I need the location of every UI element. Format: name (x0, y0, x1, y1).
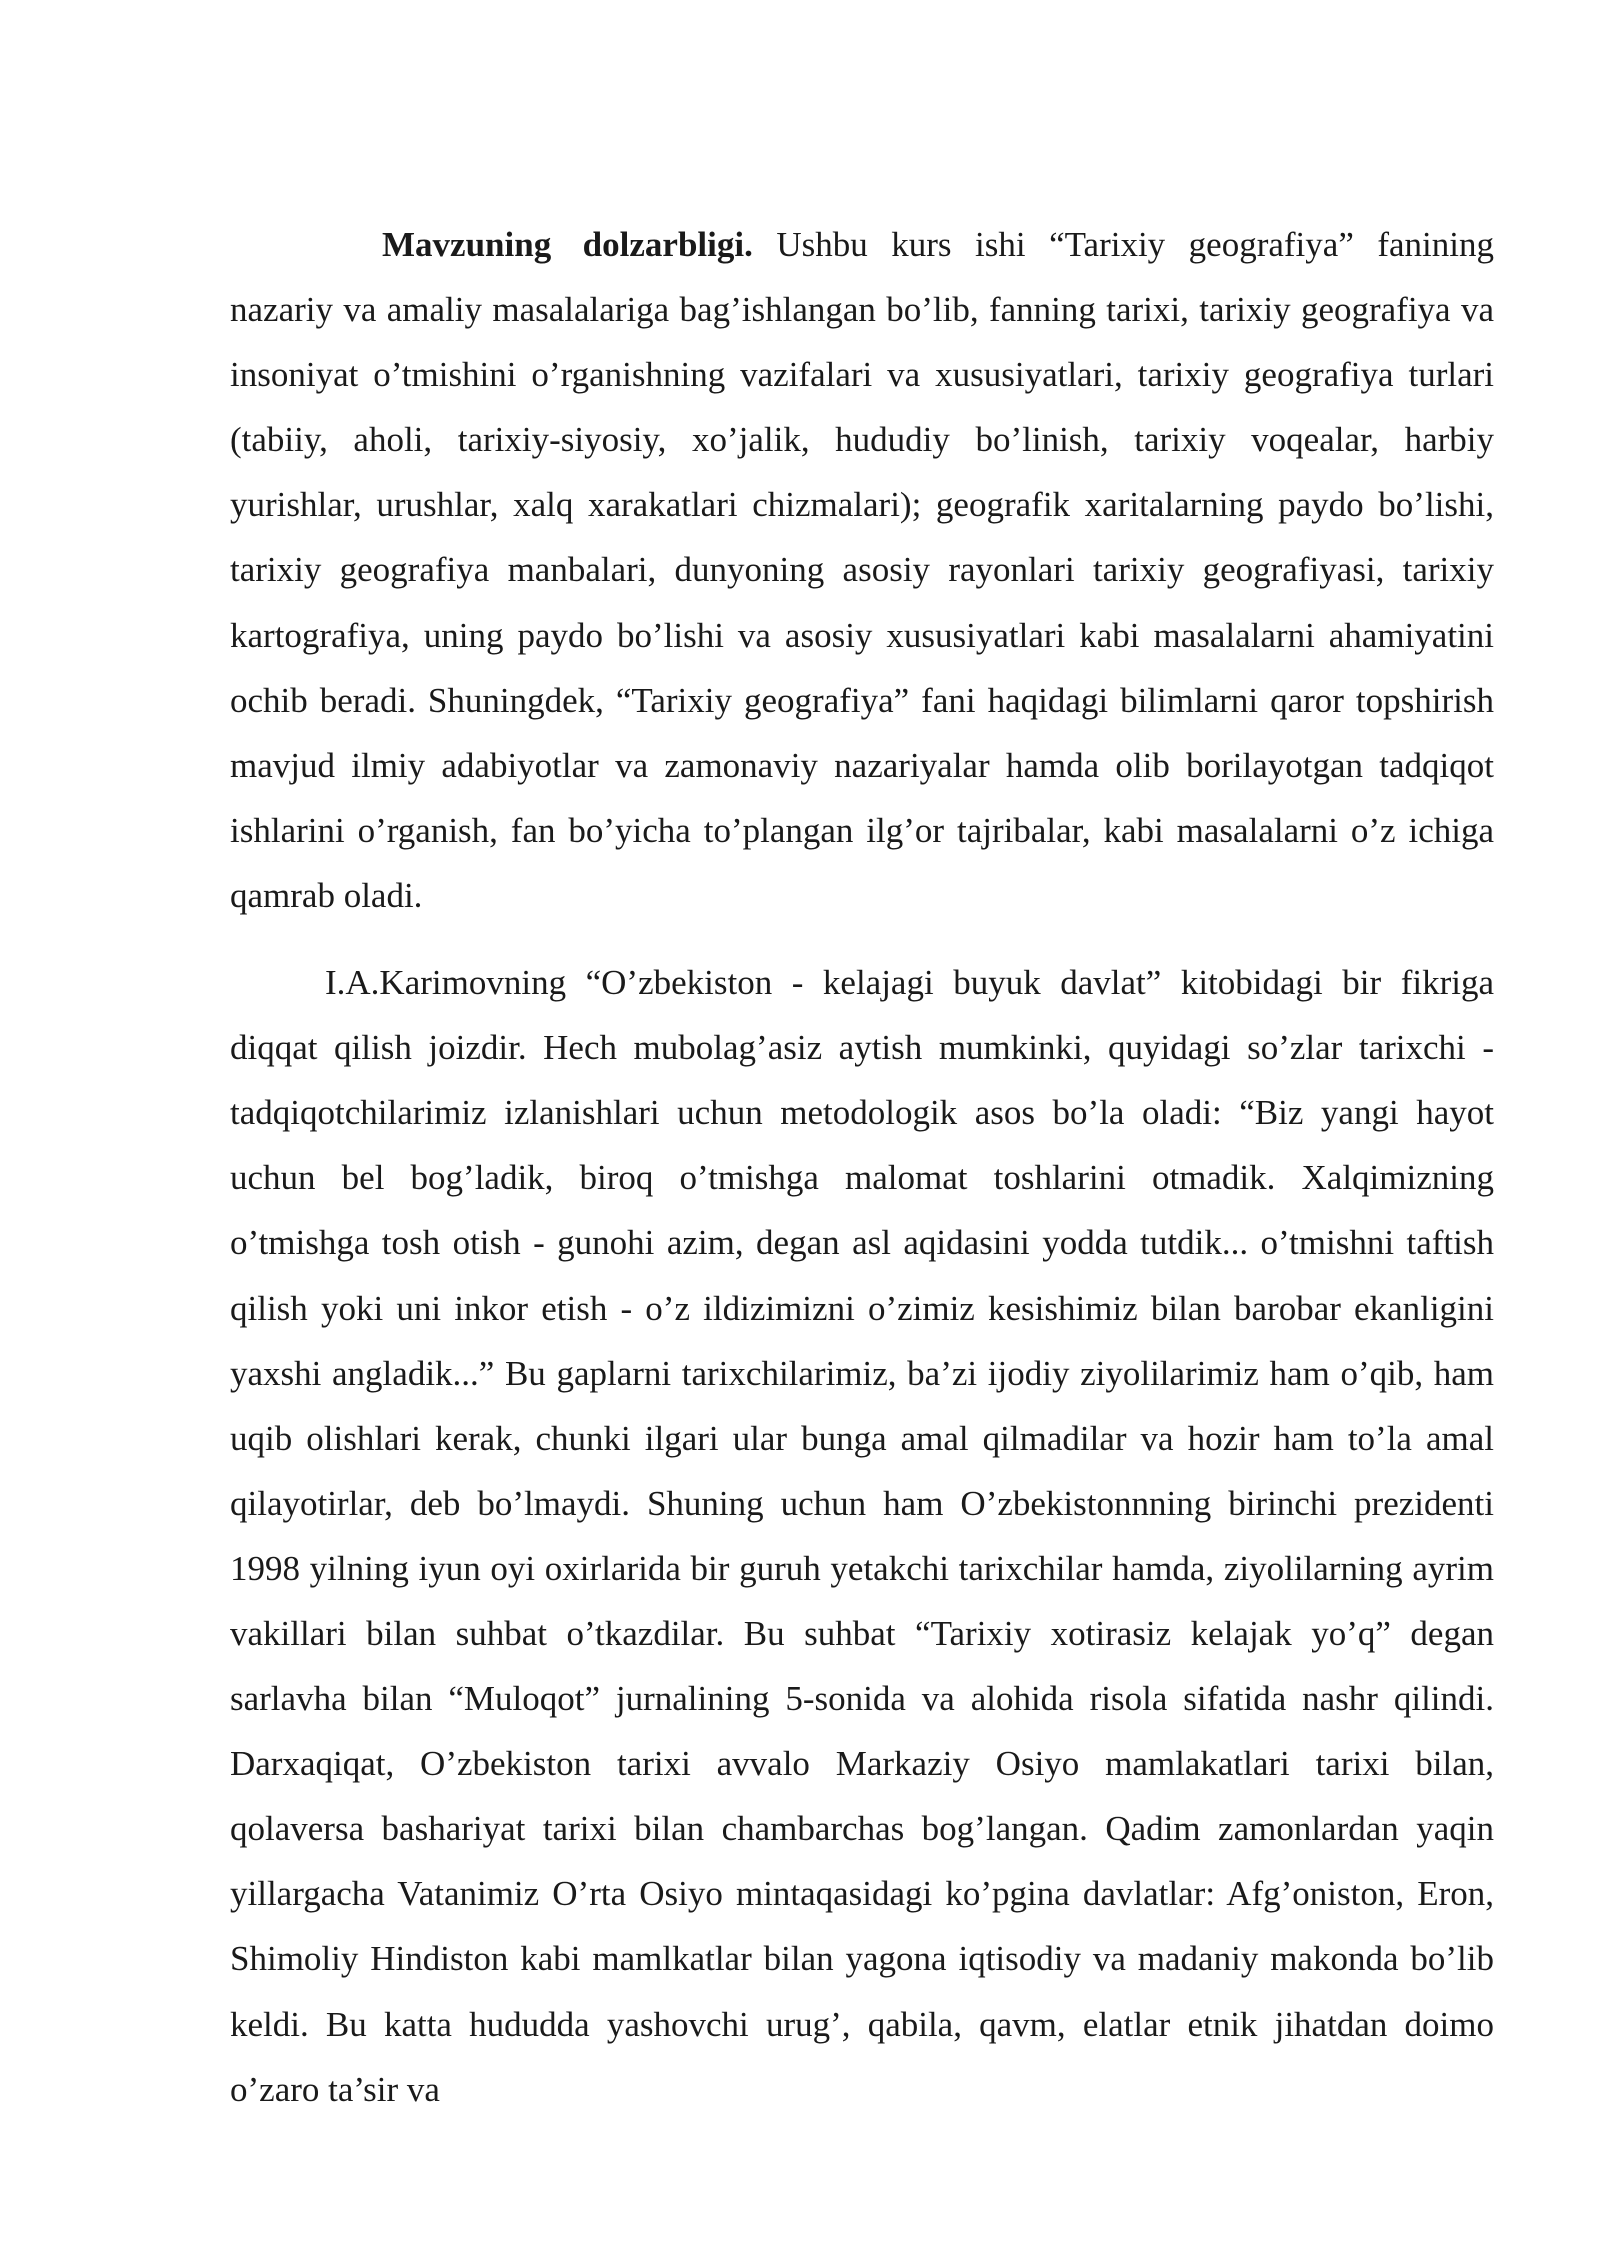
paragraph-text: I.A.Karimovning “O’zbekiston - kelajagi buyuk davlat” kitobidagi bir fikriga diqqat qilish joizdir. Hech mubolag’asiz aytish mumkinki, quyidagi so’zlar tarixchi - tadqiqotchilarimiz izlanishlari uchun metodologik asos bo’la oladi: “Biz yangi hayot uchun bel bog’ladik, biroq o’tmishga malomat toshlarini otmadik. Xalqimizning o’tmishga tosh otish - gunohi azim, degan asl aqidasini yodda tutdik... o’tmishni taftish qilish yoki uni inkor etish - o’z ildizimizni o’zimiz kesishimiz bilan barobar ekanligini yaxshi angladik...” Bu gaplarni tarixchilarimiz, ba’zi ijodiy ziyolilarimiz ham o’qib, ham uqib olishlari kerak, chunki ilgari ular bunga amal qilmadilar va hozir ham to’la amal qilayotirlar, deb bo’lmaydi. Shuning uchun ham O’zbekistonnning birinchi prezidenti 1998 yilning iyun oyi oxirlarida bir guruh yetakchi tarixchilar hamda, ziyolilarning ayrim vakillari bilan suhbat o’tkazdilar. Bu suhbat “Tarixiy xotirasiz kelajak yo’q” degan sarlavha bilan “Muloqot” jurnalining 5-sonida va alohida risola sifatida nashr qilindi. Darxaqiqat, O’zbekiston tarixi avvalo Markaziy Osiyo mamlakatlari tarixi bilan, qolaversa bashariyat tarixi bilan chambarchas bog’langan. Qadim zamonlardan yaqin yillargacha Vatanimiz O’rta Osiyo mintaqasidagi ko’pgina davlatlar: Afg’oniston, Eron, Shimoliy Hindiston kabi mamlkatlar bilan yagona iqtisodiy va madaniy makonda bo’lib keldi. Bu katta hududda yashovchi urug’, qabila, qavm, elatlar etnik jihatdan doimo o’zaro ta’sir va (230, 963, 1494, 2109)
paragraph-karimov (230, 950, 1494, 2122)
section-heading: Mavzuning dolzarbligi. (382, 225, 753, 264)
paragraph-relevance (230, 212, 1494, 928)
body-text (230, 212, 1494, 2122)
paragraph-text: Ushbu kurs ishi “Tarixiy geografiya” fanining nazariy va amaliy masalalariga bag’ishlangan bo’lib, fanning tarixi, tarixiy geografiya va insoniyat o’tmishini o’rganishning vazifalari va xususiyatlari, tarixiy geografiya turlari (tabiiy, aholi, tarixiy-siyosiy, xo’jalik, hududiy bo’linish, tarixiy voqealar, harbiy yurishlar, urushlar, xalq xarakatlari chizmalari); geografik xaritalarning paydo bo’lishi, tarixiy geografiya manbalari, dunyoning asosiy rayonlari tarixiy geografiyasi, tarixiy kartografiya, uning paydo bo’lishi va asosiy xususiyatlari kabi masalalarni ahamiyatini ochib beradi. Shuningdek, “Tarixiy geografiya” fani haqidagi bilimlarni qaror topshirish mavjud ilmiy adabiyotlar va zamonaviy nazariyalar hamda olib borilayotgan tadqiqot ishlarini o’rganish, fan bo’yicha to’plangan ilg’or tajribalar, kabi masalalarni o’z ichiga qamrab oladi. (230, 225, 1494, 915)
